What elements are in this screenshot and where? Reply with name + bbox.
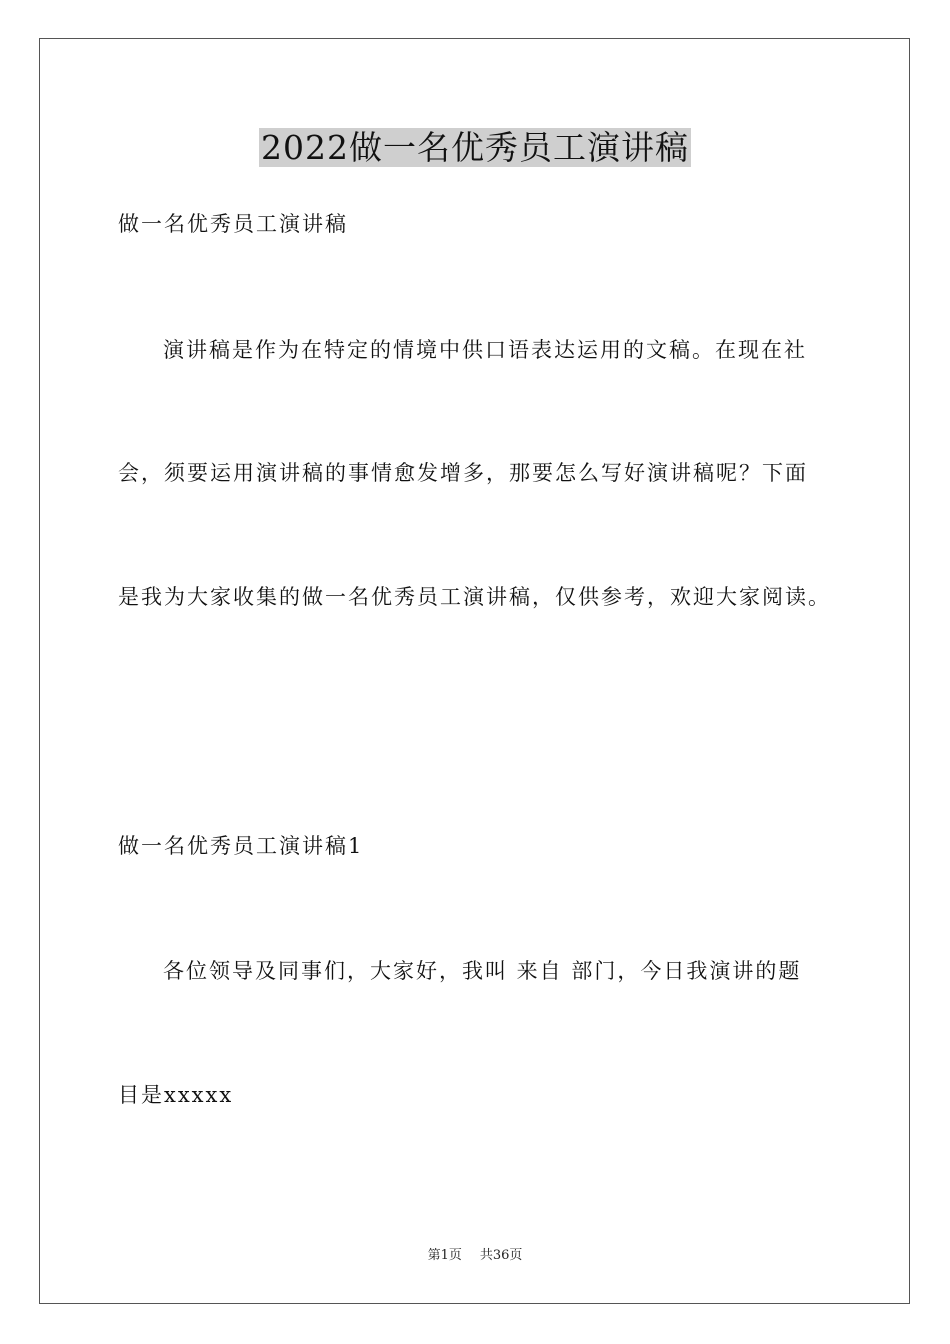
document-title [0, 126, 950, 170]
intro-paragraph-line-3: 是我为大家收集的做一名优秀员工演讲稿，仅供参考，欢迎大家阅读。 [118, 585, 831, 609]
section-heading: 做一名优秀员工演讲稿1 [118, 834, 364, 858]
intro-paragraph-line-2: 会，须要运用演讲稿的事情愈发增多，那要怎么写好演讲稿呢？下面 [118, 461, 808, 485]
intro-paragraph-line-1: 演讲稿是作为在特定的情境中供口语表达运用的文稿。在现在社 [163, 338, 807, 362]
page-number-total: 共36页 [479, 1248, 523, 1263]
section-paragraph-line-1: 各位领导及同事们，大家好，我叫 来自 部门，今日我演讲的题 [163, 959, 802, 983]
page-number-current: 第1页 [427, 1248, 462, 1263]
document-subtitle: 做一名优秀员工演讲稿 [118, 212, 348, 236]
document-title-text: 2022做一名优秀员工演讲稿 [261, 128, 689, 167]
page-footer [0, 1247, 950, 1265]
section-paragraph-line-2: 目是xxxxx [118, 1083, 234, 1107]
